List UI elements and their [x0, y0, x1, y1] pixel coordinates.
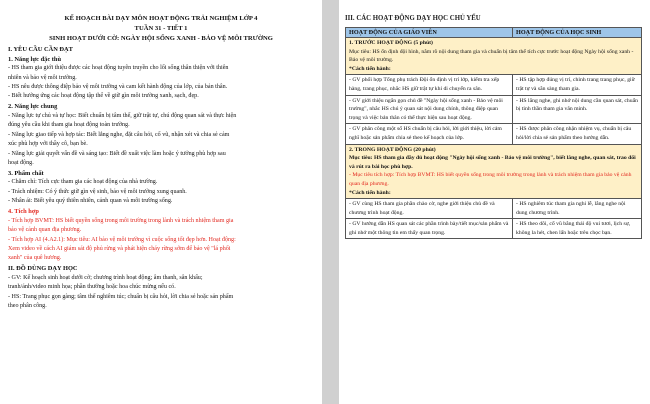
week-title: TUẦN 31 - TIẾT 1 — [134, 25, 188, 32]
teacher-cell: - GV phối hợp Tổng phụ trách Đội ổn định vị trí lớp, kiểm tra xếp hàng, trang phục, nhắc HS giữ trật tự khi di chuyển ra sân. — [346, 75, 513, 95]
section-cell — [346, 38, 642, 75]
table-row — [346, 95, 642, 124]
text-line: đúng yêu cầu khi tham gia hoạt động toàn trường. — [8, 122, 130, 129]
section-goal-integration: - Mục tiêu tích hợp: Tích hợp BVMT: HS biết quyền sống trong môi trường trong lành và trách nhiệm tham gia bảo vệ cảnh quan địa phương. — [349, 172, 632, 187]
table-row — [346, 75, 642, 95]
section-title: 1. TRƯỚC HOẠT ĐỘNG (5 phút) — [349, 40, 433, 46]
text-line-red: xanh" của quê hương. — [8, 255, 62, 262]
student-cell: - HS được phân công nhận nhiệm vụ, chuẩn bị câu hỏi/lời chia sẻ sản phẩm theo hướng dẫn. — [513, 124, 642, 144]
section-goal: Mục tiêu: HS ổn định đội hình, nắm rõ nội dung tham gia và chuẩn bị tâm thế tích cực trước hoạt động Ngày hội sống xanh - Bảo vệ môi trường. — [349, 48, 634, 64]
table-row — [346, 219, 642, 239]
heading-specific: 1. Năng lực đặc thù — [8, 55, 62, 63]
text-line: - Chăm chỉ: Tích cực tham gia các hoạt động của nhà trường. — [8, 179, 158, 186]
text-line: xúc phù hợp với thầy cô, bạn bè. — [8, 141, 88, 148]
page-right — [339, 0, 650, 404]
page-gap — [322, 0, 339, 404]
teacher-cell: - GV hướng dẫn HS quan sát các phần trình bày/tiết mục/sản phẩm và ghi nhớ một thông tin em thấy quan trọng. — [346, 219, 513, 239]
heading-materials: II. ĐỒ DÙNG DẠY HỌC — [8, 265, 78, 273]
teacher-cell: - GV cùng HS tham gia phần chào cờ, nghe giới thiệu chủ đề và chương trình hoạt động. — [346, 199, 513, 219]
table-row — [346, 124, 642, 144]
text-line: - Biết hưởng ứng các hoạt động tập thể về giữ gìn môi trường xanh, sạch, đẹp. — [8, 93, 199, 100]
plan-title: KẾ HOẠCH BÀI DẠY MÔN HOẠT ĐỘNG TRẢI NGHIỆM LỚP 4 — [64, 15, 258, 22]
table-row — [346, 199, 642, 219]
text-line: - Trách nhiệm: Có ý thức giữ gìn vệ sinh, bảo vệ môi trường xung quanh. — [8, 188, 187, 195]
heading-integration: 4. Tích hợp — [8, 208, 39, 216]
student-cell: - HS tập hợp đúng vị trí, chỉnh trang trang phục, giữ trật tự và sẵn sàng tham gia. — [513, 75, 642, 95]
header-student: HOẠT ĐỘNG CỦA HỌC SINH — [513, 28, 642, 38]
heading-qualities: 3. Phẩm chất — [8, 169, 44, 177]
student-cell: - HS lắng nghe, ghi nhớ nội dung cần quan sát, chuẩn bị tinh thần tham gia văn minh. — [513, 95, 642, 124]
text-line: tranh/ảnh/video minh họa; phần thưởng hoặc hoa chúc mừng nếu có. — [8, 284, 176, 291]
heading-general: 2. Năng lực chung — [8, 103, 58, 111]
section-how: *Cách tiến hành: — [349, 65, 391, 72]
text-line-red: Xem video về cách AI giám sát độ phủ rừng và phát hiện cháy rừng sớm để bảo vệ "lá phổi — [8, 245, 231, 252]
section-before — [346, 38, 642, 75]
text-line-red: - Tích hợp AI (4.A2.1): Mục tiêu: AI bảo vệ môi trường vì cuộc sống tốt đẹp hơn. Hoạt động: — [8, 236, 236, 243]
section-cell — [346, 144, 642, 199]
teacher-cell: - GV giới thiệu ngắn gọn chủ đề "Ngày hội sống xanh - Bảo vệ môi trường", nhắc HS chú ý quan sát nội dung chính, thông điệp quan trọng và việc bản thân có thể thực hiện sau hoạt động. — [346, 95, 513, 124]
heading-requirements: I. YÊU CẦU CẦN ĐẠT — [8, 45, 73, 53]
text-line: - Năng lực giải quyết vấn đề và sáng tạo: Biết đề xuất việc làm hoặc ý tưởng phù hợp sau — [8, 150, 226, 157]
header-teacher: HOẠT ĐỘNG CỦA GIÁO VIÊN — [346, 28, 513, 38]
text-line: - Năng lực tự chủ và tự học: Biết chuẩn bị tâm thế, giữ trật tự, chú động quan sát và thực hiện — [8, 112, 237, 119]
text-line-red: bảo vệ cảnh quan địa phương. — [8, 227, 82, 234]
text-line: theo phân công. — [8, 303, 47, 310]
text-line-red: - Tích hợp BVMT: HS biết quyền sống trong môi trường trong lành và trách nhiệm tham gia — [8, 217, 234, 224]
lesson-title: SINH HOẠT DƯỚI CỜ: NGÀY HỘI SỐNG XANH - BẢO VỆ MÔI TRƯỜNG — [49, 35, 273, 42]
section-title: 2. TRONG HOẠT ĐỘNG (20 phút) — [349, 146, 436, 153]
activities-title: III. CÁC HOẠT ĐỘNG DẠY HỌC CHỦ YẾU — [345, 15, 481, 22]
section-during — [346, 144, 642, 199]
text-line: - HS nêu được thông điệp bảo vệ môi trường và cam kết hành động của lớp, của bản thân. — [8, 84, 228, 90]
text-line: - GV: Kế hoạch sinh hoạt dưới cờ; chương trình hoạt động; âm thanh, sân khấu; — [8, 274, 203, 281]
text-line: - HS tham gia giới thiệu được các hoạt động tuyên truyền cho lối sống thân thiện với thiên — [8, 65, 229, 72]
activities-table — [345, 27, 642, 239]
text-line: hoạt động. — [8, 159, 34, 166]
text-line: - Nhân ái: Biết yêu quý thiên nhiên, cảnh quan và môi trường sống. — [8, 198, 173, 205]
teacher-cell: - GV phân công một số HS chuẩn bị câu hỏi, lời giới thiệu, lời cảm nghĩ hoặc sản phẩm chia sẻ theo kế hoạch của lớp. — [346, 124, 513, 144]
text-line: - Năng lực giao tiếp và hợp tác: Biết lắng nghe, đặt câu hỏi, cổ vũ, nhận xét và chia sẻ cảm — [8, 131, 230, 138]
section-goal: Mục tiêu: HS tham gia đầy đủ hoạt động "Ngày hội sống xanh - Bảo vệ môi trường", biết lắng nghe, quan sát, trao đổi và rút ra bài học phù hợp. — [349, 155, 636, 170]
student-cell: - HS theo dõi, cổ vũ bằng thái độ vui tươi, lịch sự, không la hét, chen lấn hoặc trêu chọc bạn. — [513, 219, 642, 239]
text-line: - HS: Trang phục gọn gàng; tâm thế nghiêm túc; chuẩn bị câu hỏi, lời chia sẻ hoặc sản phẩm — [8, 293, 234, 300]
student-cell: - HS nghiêm túc tham gia nghi lễ, lắng nghe nội dung chương trình. — [513, 199, 642, 219]
text-line: nhiên và bảo vệ môi trường. — [8, 74, 77, 81]
page-left — [0, 0, 322, 404]
section-how: *Cách tiến hành: — [349, 189, 391, 196]
